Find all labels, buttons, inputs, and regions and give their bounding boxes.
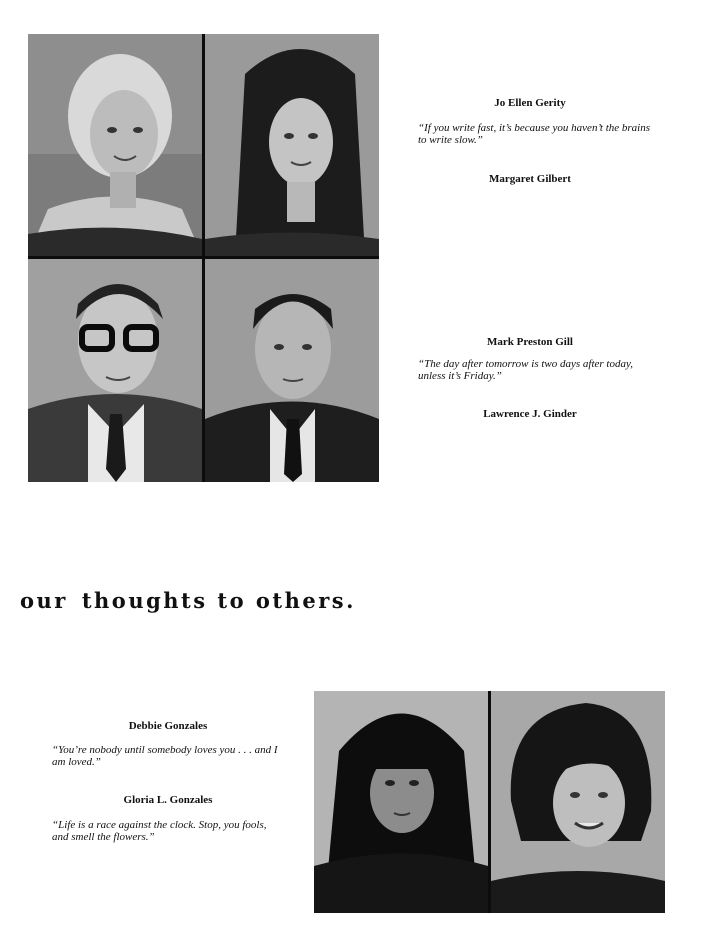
quote-jo-ellen-gerity: “If you write fast, it’s because you haven’t the brains to write slow.”	[418, 122, 650, 146]
portrait-jo-ellen-gerity	[28, 34, 202, 256]
name-debbie-gonzales: Debbie Gonzales	[128, 720, 208, 732]
quote-debbie-gonzales: “You’re nobody until somebody loves you . . . and I am loved.”	[52, 744, 278, 768]
quote-gloria-l-gonzales: “Life is a race against the clock. Stop, you fools, and smell the flowers.”	[52, 819, 267, 843]
page-headline	[20, 588, 356, 613]
headline-part-2: thoughts to others.	[81, 588, 356, 613]
portrait-grid-top	[28, 34, 379, 482]
name-lawrence-j-ginder: Lawrence J. Ginder	[483, 408, 577, 420]
portrait-margaret-gilbert	[205, 34, 379, 256]
portrait-grid-bottom	[314, 691, 665, 913]
name-jo-ellen-gerity: Jo Ellen Gerity	[494, 97, 566, 109]
portrait-gloria-l-gonzales	[491, 691, 665, 913]
quote-mark-preston-gill: “The day after tomorrow is two days after today, unless it’s Friday.”	[418, 358, 634, 382]
name-mark-preston-gill: Mark Preston Gill	[487, 336, 573, 348]
portrait-debbie-gonzales	[314, 691, 488, 913]
name-margaret-gilbert: Margaret Gilbert	[489, 173, 571, 185]
portrait-lawrence-j-ginder	[205, 259, 379, 482]
name-gloria-l-gonzales: Gloria L. Gonzales	[123, 794, 213, 806]
portrait-mark-preston-gill	[28, 259, 202, 482]
headline-part-1: our	[20, 588, 68, 613]
